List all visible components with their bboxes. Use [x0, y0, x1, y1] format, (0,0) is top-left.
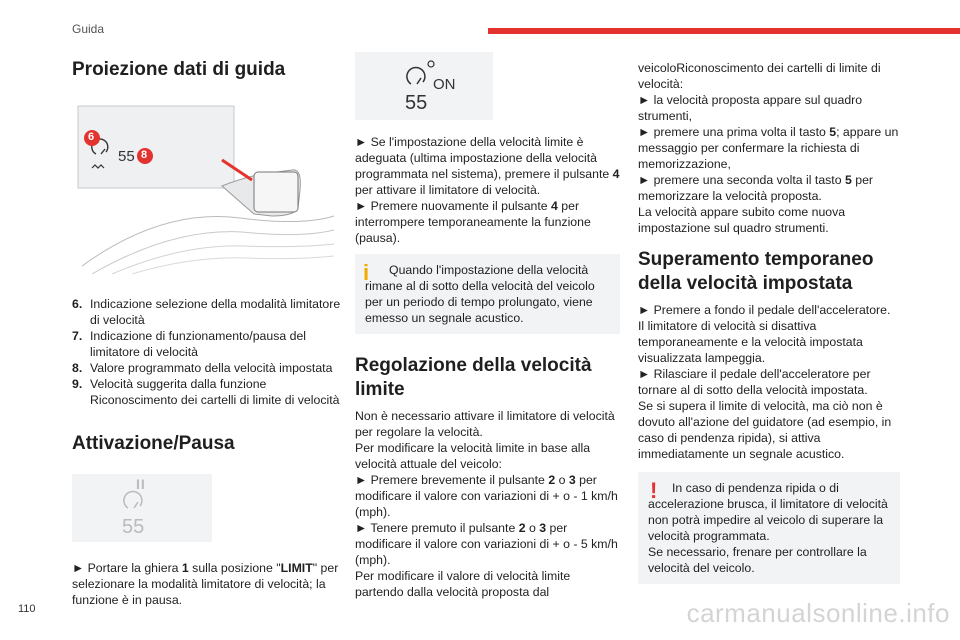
paragraph: ► premere una seconda volta il tasto 5 per memorizzare la velocità proposta. — [638, 173, 874, 203]
pause-display-speed: 55 — [122, 516, 145, 538]
paragraph: Se si supera il limite di velocità, ma ciò non è dovuto all'azione del guidatore (ad esempio, in caso di pendenza ripida), si attiva immediatamente un segnale acustico. — [638, 399, 892, 461]
header-title: Guida — [72, 22, 105, 36]
pause-symbol: II — [136, 476, 146, 492]
list-item: 7. Indicazione di funzionamento/pausa del limitatore di velocità — [72, 329, 307, 359]
warning-note — [638, 472, 900, 584]
column-1 — [72, 40, 352, 608]
hud-illustration — [72, 98, 340, 274]
paragraph: ► Premere nuovamente il pulsante 4 per interrompere temporaneamente la funzione (pausa). — [355, 199, 591, 245]
paragraph: veicoloRiconoscimento dei cartelli di limite di velocità: — [638, 61, 881, 91]
watermark: carmanualsonline.info — [686, 598, 950, 628]
list-item: 8. Valore programmato della velocità impostata — [72, 361, 333, 375]
pause-display-illustration — [72, 474, 212, 542]
paragraph: ► Premere brevemente il pulsante 2 o 3 per modificare il valore con variazioni di + o - 1 km/h (mph). — [355, 473, 618, 519]
list-item: 9. Velocità suggerita dalla funzione Riconoscimento dei cartelli di limite di velocità — [72, 377, 340, 407]
paragraph: ► Rilasciare il pedale dell'acceleratore per tornare al di sotto della velocità impostata. — [638, 367, 871, 397]
heading-attivazione: Attivazione/Pausa — [72, 433, 235, 454]
page-number: 110 — [18, 603, 36, 615]
hud-speed: 55 — [118, 148, 135, 165]
list-item: 6. Indicazione selezione della modalità limitatore di velocità — [72, 297, 341, 327]
warning-note-text: In caso di pendenza ripida o di accelerazione brusca, il limitatore di velocità non potrà impedire al veicolo di superare la velocità programmata. — [648, 481, 888, 543]
callout-6: 6 — [88, 131, 95, 143]
on-display-illustration — [355, 52, 493, 120]
legend-list — [72, 296, 352, 408]
heading-proiezione: Proiezione dati di guida — [72, 59, 286, 80]
info-icon: i — [363, 260, 370, 285]
column-2 — [355, 40, 620, 600]
paragraph: Per modificare la velocità limite in base alla velocità attuale del veicolo: — [355, 441, 591, 471]
paragraph: ► Se l'impostazione della velocità limite è adeguata (ultima impostazione della velocità programmata nel sistema), premere il pulsante 4 per attivare il limitatore di velocità. — [355, 135, 620, 197]
on-display-speed: 55 — [405, 92, 428, 114]
limiter-gauge-icon — [407, 67, 425, 84]
header-accent-bar — [488, 28, 960, 34]
info-note-text: Quando l'impostazione della velocità rimane al di sotto della velocità del veicolo per un periodo di tempo prolungato, viene emesso un segnale acustico. — [365, 263, 595, 325]
paragraph: ► Tenere premuto il pulsante 2 o 3 per modificare il valore con variazioni di + o - 5 km/h (mph). — [355, 521, 618, 567]
column-3 — [638, 40, 908, 584]
paragraph: ► Premere a fondo il pedale dell'acceleratore. — [638, 303, 891, 317]
warning-icon: ! — [650, 478, 658, 503]
paragraph: ► la velocità proposta appare sul quadro strumenti, — [638, 93, 863, 123]
callout-8: 8 — [141, 149, 148, 161]
on-label: ON — [433, 76, 456, 93]
paragraph: Per modificare il valore di velocità limite partendo dalla velocità proposta dal — [355, 569, 571, 599]
limiter-gauge-icon — [124, 491, 142, 508]
paragraph: ► Portare la ghiera 1 sulla posizione "LIMIT" per selezionare la modalità limitatore di velocità; la funzione è in pausa. — [72, 561, 339, 607]
heading-superamento: Superamento temporaneo della velocità impostata — [638, 249, 874, 294]
hud-drawing — [72, 98, 340, 274]
paragraph: Non è necessario attivare il limitatore di velocità per regolare la velocità. — [355, 409, 615, 439]
heading-regolazione: Regolazione della velocità limite — [355, 355, 592, 400]
paragraph: La velocità appare subito come nuova impostazione sul quadro strumenti. — [638, 205, 846, 235]
paragraph: ► premere una prima volta il tasto 5; appare un messaggio per confermare la richiesta di memorizzazione, — [638, 125, 899, 171]
paragraph: Il limitatore di velocità si disattiva temporaneamente e la velocità impostata visualizzata lampeggia. — [638, 319, 863, 365]
warning-note-text-2: Se necessario, frenare per controllare la velocità del veicolo. — [648, 545, 867, 575]
info-note — [355, 254, 620, 334]
